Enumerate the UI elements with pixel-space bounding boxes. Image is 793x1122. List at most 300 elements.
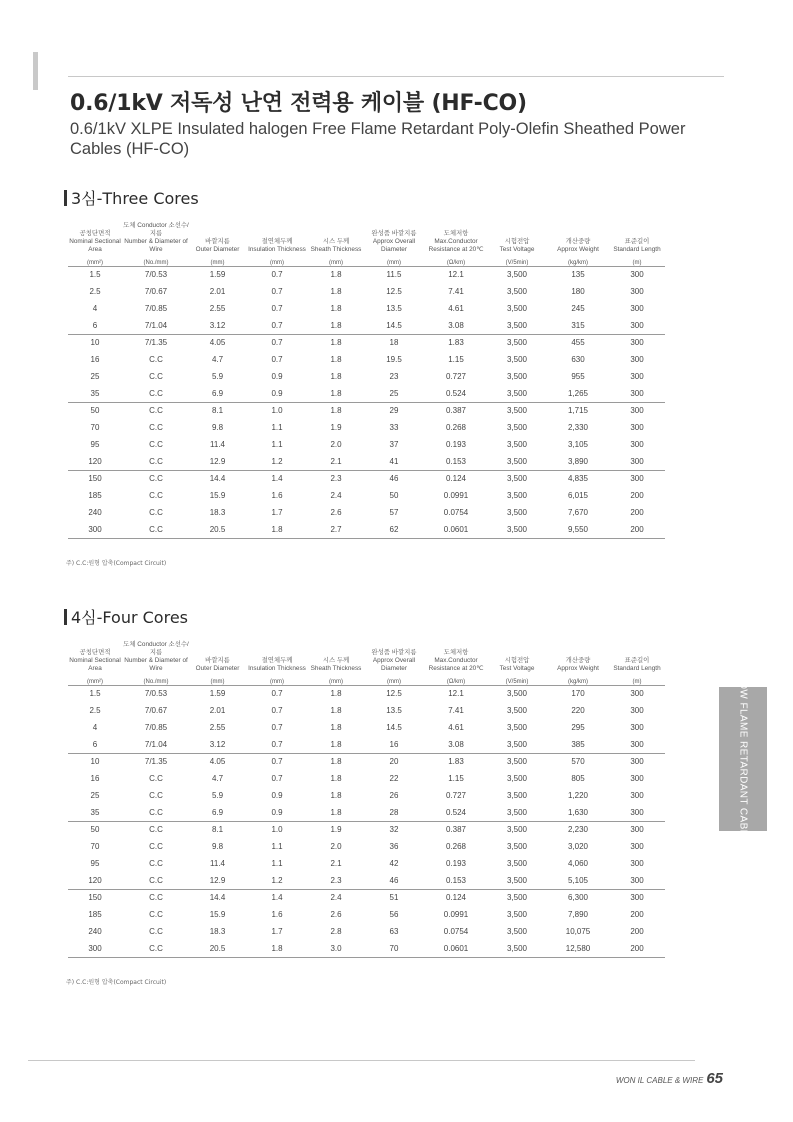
- column-header-korean: 공칭단면적: [79, 230, 111, 237]
- column-header-korean: 시험전압: [504, 657, 530, 664]
- table-cell: 455: [547, 334, 609, 351]
- column-header-english: Number & Diameter of Wire: [124, 238, 188, 253]
- table-cell: 4.05: [190, 334, 245, 351]
- table-cell: 6.9: [211, 807, 224, 817]
- column-header: [122, 210, 190, 256]
- table-cell: 7,890: [567, 910, 589, 919]
- table-cell: 0.524: [445, 807, 467, 817]
- table-row: [68, 923, 665, 940]
- table-row: [68, 719, 665, 736]
- table-cell: 7/1.04: [144, 320, 168, 330]
- table-cell: 1.1: [271, 859, 283, 868]
- table-cell: 4,060: [567, 859, 589, 868]
- column-header: [245, 210, 309, 256]
- table-cell: 95: [90, 440, 100, 449]
- column-header: [68, 629, 122, 675]
- unit-label: (mm): [270, 259, 284, 266]
- table-cell: 1.0: [245, 821, 309, 838]
- column-header-english: Sheath Thickness: [310, 665, 362, 672]
- table-cell: 300: [630, 304, 644, 313]
- table-cell: C.C: [149, 440, 163, 449]
- table-cell: 315: [571, 320, 585, 330]
- table-cell: 7/0.53: [122, 266, 190, 283]
- table-cell: 1.8: [330, 723, 342, 732]
- table-cell: 1.2: [271, 875, 283, 885]
- table-cell: 0.7: [245, 753, 309, 770]
- section-heading-four-cores: [64, 605, 188, 628]
- column-header-korean: 개산중량: [565, 238, 591, 245]
- table-cell: 200: [630, 910, 644, 919]
- table-cell: 36: [389, 842, 399, 851]
- table-cell: 1.8: [330, 372, 342, 381]
- table-cell: 0.9: [271, 388, 283, 398]
- table-row: [68, 753, 665, 770]
- table-row: [68, 940, 665, 957]
- table-cell: 0.9: [271, 807, 283, 817]
- table-cell: 0.124: [425, 470, 487, 487]
- table-cell: 25: [389, 388, 399, 398]
- page-footer: [616, 1070, 723, 1088]
- table-cell: 7/1.35: [122, 753, 190, 770]
- table-cell: 300: [630, 807, 644, 817]
- table-cell: 1.59: [190, 685, 245, 702]
- table-cell: 1.83: [425, 753, 487, 770]
- table-cell: 0.727: [445, 791, 467, 800]
- side-tab-label: LOW FLAME RETARDANT CABLE: [737, 675, 749, 843]
- table-cell: 300: [630, 875, 644, 885]
- table-cell: 240: [88, 508, 102, 517]
- table-cell: 12.5: [386, 287, 402, 296]
- table-row: [68, 368, 665, 385]
- table-cell: 1.8: [245, 521, 309, 538]
- table-cell: 3,500: [506, 388, 528, 398]
- table-cell: 50: [68, 402, 122, 419]
- table-cell: 300: [630, 372, 644, 381]
- unit-label: (No./mm): [143, 259, 169, 266]
- table-cell: 0.0754: [443, 508, 469, 517]
- table-cell: 35: [90, 388, 100, 398]
- column-header-korean: 바깥지름: [205, 657, 230, 664]
- table-cell: 0.7: [271, 706, 283, 715]
- table-cell: 0.9: [271, 791, 283, 800]
- table-cell: 2.0: [330, 440, 342, 449]
- table-cell: 300: [630, 388, 644, 398]
- table-row: [68, 521, 665, 538]
- table-cell: 15.9: [209, 910, 226, 919]
- table-cell: 22: [389, 774, 399, 783]
- table-cell: 1,630: [567, 807, 589, 817]
- table-cell: 9,550: [547, 521, 609, 538]
- table-cell: 20.5: [190, 521, 245, 538]
- table-cell: C.C: [149, 927, 163, 936]
- table-cell: 7/0.67: [144, 706, 168, 715]
- table-cell: 70: [90, 842, 100, 851]
- column-header-english: Test Voltage: [499, 665, 535, 672]
- table-cell: 300: [630, 774, 644, 783]
- table-cell: 20: [363, 753, 425, 770]
- table-cell: 5.9: [211, 372, 224, 381]
- four-cores-footnote: 주) C.C:원형 압축(Compact Circuit): [66, 979, 167, 986]
- table-cell: 1.0: [245, 402, 309, 419]
- table-row: [68, 266, 665, 283]
- table-cell: 3,500: [487, 940, 547, 957]
- table-row: [68, 685, 665, 702]
- table-cell: 0.0601: [425, 521, 487, 538]
- table-cell: 41: [389, 456, 399, 466]
- column-header-korean: 도체저항: [443, 649, 469, 656]
- table-cell: 1.4: [245, 470, 309, 487]
- table-cell: 6: [92, 739, 98, 749]
- table-cell: C.C: [122, 470, 190, 487]
- table-cell: 23: [389, 372, 399, 381]
- column-header-english: Sheath Thickness: [310, 246, 362, 253]
- column-header: [609, 629, 665, 675]
- table-cell: 3,500: [506, 372, 528, 381]
- column-header-english: Outer Diameter: [195, 246, 240, 253]
- column-header-english: Approx Overall Diameter: [372, 238, 416, 253]
- table-cell: 1.8: [330, 287, 342, 296]
- table-cell: 25: [90, 372, 100, 381]
- table-cell: 300: [630, 287, 644, 296]
- column-header-korean: 완성품 바깥지름: [371, 649, 417, 656]
- table-cell: 46: [389, 875, 399, 885]
- unit-label: (mm): [210, 259, 225, 266]
- table-cell: 25: [90, 791, 100, 800]
- table-cell: 2.7: [309, 521, 363, 538]
- table-cell: 3,500: [487, 334, 547, 351]
- table-cell: 3,500: [487, 685, 547, 702]
- top-divider: [68, 76, 724, 77]
- column-header: [425, 210, 487, 256]
- table-cell: 150: [68, 470, 122, 487]
- unit-label: (No./mm): [143, 678, 169, 685]
- column-header: [309, 629, 363, 675]
- table-cell: 2.4: [330, 491, 342, 500]
- table-row: [68, 821, 665, 838]
- table-cell: 300: [630, 739, 644, 749]
- column-header: [547, 210, 609, 256]
- table-cell: 300: [630, 706, 644, 715]
- unit-label: (Ω/km): [446, 259, 466, 266]
- table-cell: 3,500: [506, 508, 528, 517]
- table-cell: 1.6: [271, 491, 283, 500]
- column-header-english: Number & Diameter of Wire: [124, 657, 188, 672]
- table-cell: 3,500: [487, 470, 547, 487]
- table-cell: 300: [630, 355, 644, 364]
- table-cell: 8.1: [190, 402, 245, 419]
- table-cell: 3,500: [487, 266, 547, 283]
- table-cell: 200: [609, 940, 665, 957]
- table-cell: 805: [571, 774, 585, 783]
- column-header-korean: 도체 Conductor 소선수/지름: [123, 641, 189, 656]
- table-row: [68, 385, 665, 402]
- table-cell: 0.0601: [425, 940, 487, 957]
- table-cell: 2.5: [89, 706, 101, 715]
- table-cell: 6: [92, 320, 98, 330]
- table-cell: 1.15: [448, 355, 464, 364]
- table-cell: 10,075: [565, 927, 591, 936]
- table-row: [68, 317, 665, 334]
- table-row: [68, 804, 665, 821]
- table-cell: 3,500: [506, 910, 528, 919]
- table-cell: C.C: [149, 423, 163, 432]
- table-cell: 1.1: [271, 423, 283, 432]
- table-cell: 3,500: [506, 739, 528, 749]
- table-cell: 3,500: [506, 287, 528, 296]
- table-cell: 57: [389, 508, 399, 517]
- table-cell: 1.7: [271, 927, 283, 936]
- table-cell: 1.1: [271, 842, 283, 851]
- column-header-korean: 완성품 바깥지름: [371, 230, 417, 237]
- table-cell: 1.9: [330, 423, 342, 432]
- table-cell: 11.5: [363, 266, 425, 283]
- side-category-tab: [719, 675, 767, 843]
- table-cell: 2.6: [330, 910, 342, 919]
- table-cell: 2.01: [209, 287, 226, 296]
- table-cell: C.C: [149, 791, 163, 800]
- table-cell: 0.0991: [443, 910, 469, 919]
- table-cell: 28: [389, 807, 399, 817]
- table-row: [68, 470, 665, 487]
- table-cell: 10: [68, 753, 122, 770]
- table-cell: 1.8: [330, 320, 342, 330]
- table-cell: 300: [630, 423, 644, 432]
- table-cell: 3.12: [209, 739, 226, 749]
- column-header: [190, 629, 245, 675]
- column-header-korean: 시스 두께: [322, 657, 350, 664]
- unit-label: (mm): [387, 678, 401, 685]
- table-cell: C.C: [149, 842, 163, 851]
- table-cell: 4: [92, 304, 98, 313]
- bottom-divider: [28, 1060, 695, 1061]
- table-cell: 2.1: [330, 456, 342, 466]
- table-cell: 1.8: [330, 791, 342, 800]
- table-cell: 3,500: [506, 774, 528, 783]
- table-cell: 5.9: [211, 791, 224, 800]
- table-cell: 6.9: [211, 388, 224, 398]
- table-cell: 1.7: [271, 508, 283, 517]
- table-cell: 1.8: [309, 753, 363, 770]
- column-header-english: Standard Length: [613, 246, 661, 253]
- table-cell: 13.5: [386, 706, 402, 715]
- table-cell: 46: [363, 470, 425, 487]
- table-cell: 1.8: [245, 940, 309, 957]
- table-cell: 7.41: [448, 287, 464, 296]
- unit-label: (m): [632, 259, 642, 266]
- column-header-english: Approx Overall Diameter: [372, 657, 416, 672]
- unit-label: (kg/km): [568, 259, 588, 266]
- column-header-korean: 도체 Conductor 소선수/지름: [123, 222, 189, 237]
- table-cell: 0.7: [245, 334, 309, 351]
- table-cell: 14.5: [386, 320, 402, 330]
- table-cell: 0.7: [271, 355, 283, 364]
- table-cell: 12.5: [363, 685, 425, 702]
- column-header: [425, 629, 487, 675]
- section-heading-label: 4심-Four Cores: [71, 608, 189, 627]
- table-cell: 3,500: [506, 807, 528, 817]
- table-row: [68, 402, 665, 419]
- unit-label: (mm): [210, 678, 225, 685]
- table-cell: 2.0: [330, 842, 342, 851]
- unit-label: (Ω/km): [446, 678, 466, 685]
- table-cell: 3,500: [506, 423, 528, 432]
- table-cell: 16: [389, 739, 399, 749]
- table-cell: 2.6: [330, 508, 342, 517]
- column-header-english: Insulation Thickness: [248, 665, 306, 672]
- table-cell: 0.524: [445, 388, 467, 398]
- column-header-english: Insulation Thickness: [248, 246, 306, 253]
- unit-label: (V/5min): [505, 259, 529, 266]
- table-cell: 185: [88, 910, 102, 919]
- table-cell: 200: [630, 927, 644, 936]
- table-cell: 4.61: [448, 304, 464, 313]
- three-cores-spec-table: [68, 210, 665, 539]
- column-header: [363, 210, 425, 256]
- table-cell: 18.3: [209, 508, 226, 517]
- table-cell: 1.83: [425, 334, 487, 351]
- table-cell: 3,500: [487, 821, 547, 838]
- table-cell: 18: [363, 334, 425, 351]
- table-cell: 3,500: [506, 723, 528, 732]
- table-cell: 1.4: [245, 889, 309, 906]
- column-header: [363, 629, 425, 675]
- table-row: [68, 283, 665, 300]
- table-cell: 4,835: [547, 470, 609, 487]
- table-cell: 2.5: [89, 287, 101, 296]
- table-cell: 0.268: [445, 423, 467, 432]
- table-cell: 9.8: [211, 842, 224, 851]
- table-cell: C.C: [122, 889, 190, 906]
- table-row: [68, 838, 665, 855]
- column-header: [122, 629, 190, 675]
- table-cell: 3,500: [506, 927, 528, 936]
- unit-label: (m): [632, 678, 642, 685]
- table-cell: 180: [571, 287, 585, 296]
- table-cell: 240: [88, 927, 102, 936]
- table-cell: 385: [571, 739, 585, 749]
- table-cell: 295: [571, 723, 585, 732]
- column-header: [68, 210, 122, 256]
- table-row: [68, 787, 665, 804]
- table-cell: 200: [630, 508, 644, 517]
- table-row: [68, 453, 665, 470]
- table-cell: 3,890: [567, 456, 589, 466]
- table-cell: 1.8: [330, 304, 342, 313]
- table-cell: 70: [363, 940, 425, 957]
- table-cell: 300: [609, 753, 665, 770]
- table-cell: 12.9: [209, 456, 226, 466]
- column-header-korean: 시험전압: [504, 238, 530, 245]
- table-cell: 3.0: [309, 940, 363, 957]
- column-header: [190, 210, 245, 256]
- table-cell: 1,715: [547, 402, 609, 419]
- table-cell: 1.2: [271, 456, 283, 466]
- table-cell: 300: [630, 723, 644, 732]
- table-cell: C.C: [149, 774, 163, 783]
- table-row: [68, 770, 665, 787]
- table-row: [68, 702, 665, 719]
- table-cell: 9.8: [211, 423, 224, 432]
- table-cell: 33: [389, 423, 399, 432]
- table-cell: 37: [389, 440, 399, 449]
- column-header-korean: 절연체두께: [261, 657, 293, 664]
- table-cell: 32: [363, 821, 425, 838]
- table-cell: 1.5: [68, 266, 122, 283]
- table-cell: 300: [609, 266, 665, 283]
- column-header-english: Nominal Sectional Area: [69, 238, 121, 253]
- unit-label: (kg/km): [568, 678, 588, 685]
- table-cell: 4.05: [190, 753, 245, 770]
- table-cell: 0.7: [271, 304, 283, 313]
- table-cell: 70: [90, 423, 100, 432]
- table-cell: 0.727: [445, 372, 467, 381]
- table-cell: 3,500: [506, 456, 528, 466]
- unit-label: (mm): [270, 678, 284, 685]
- table-cell: 12,580: [547, 940, 609, 957]
- table-cell: 170: [547, 685, 609, 702]
- table-cell: 0.7: [271, 287, 283, 296]
- page-title-korean: 0.6/1kV 저독성 난연 전력용 케이블 (HF-CO): [70, 91, 527, 116]
- table-cell: 120: [88, 875, 102, 885]
- table-cell: 3,500: [506, 842, 528, 851]
- table-cell: 12.9: [209, 875, 226, 885]
- table-cell: 63: [389, 927, 399, 936]
- table-cell: 3,500: [487, 521, 547, 538]
- table-cell: 2,330: [567, 423, 589, 432]
- unit-label: (mm): [329, 678, 343, 685]
- column-header-english: Approx Weight: [557, 665, 599, 672]
- table-cell: 1.8: [330, 355, 342, 364]
- table-row: [68, 855, 665, 872]
- column-header-english: Nominal Sectional Area: [69, 657, 121, 672]
- table-cell: 1.8: [309, 685, 363, 702]
- table-cell: 12.1: [425, 266, 487, 283]
- table-cell: C.C: [149, 859, 163, 868]
- table-row: [68, 351, 665, 368]
- table-cell: 3,500: [506, 304, 528, 313]
- table-cell: 0.153: [445, 875, 467, 885]
- table-cell: 200: [609, 521, 665, 538]
- table-cell: 300: [68, 940, 122, 957]
- table-row: [68, 889, 665, 906]
- table-cell: 7/1.04: [144, 739, 168, 749]
- table-cell: 2.55: [209, 723, 226, 732]
- table-cell: 245: [571, 304, 585, 313]
- table-cell: 14.4: [190, 889, 245, 906]
- table-cell: 0.7: [271, 320, 283, 330]
- table-cell: 50: [389, 491, 399, 500]
- table-cell: 3,020: [567, 842, 589, 851]
- table-cell: 7/0.85: [144, 304, 168, 313]
- table-cell: 135: [547, 266, 609, 283]
- table-cell: C.C: [149, 910, 163, 919]
- column-header: [245, 629, 309, 675]
- table-row: [68, 300, 665, 317]
- table-cell: 300: [630, 320, 644, 330]
- table-cell: C.C: [149, 807, 163, 817]
- column-header: [487, 629, 547, 675]
- table-cell: 570: [547, 753, 609, 770]
- table-cell: 300: [630, 842, 644, 851]
- table-cell: C.C: [149, 388, 163, 398]
- table-cell: 0.9: [271, 372, 283, 381]
- table-cell: 3.12: [209, 320, 226, 330]
- column-header-korean: 표준길이: [624, 657, 650, 664]
- unit-label: (mm): [329, 259, 343, 266]
- table-cell: 0.0991: [443, 491, 469, 500]
- column-header-english: Standard Length: [613, 665, 661, 672]
- table-row: [68, 487, 665, 504]
